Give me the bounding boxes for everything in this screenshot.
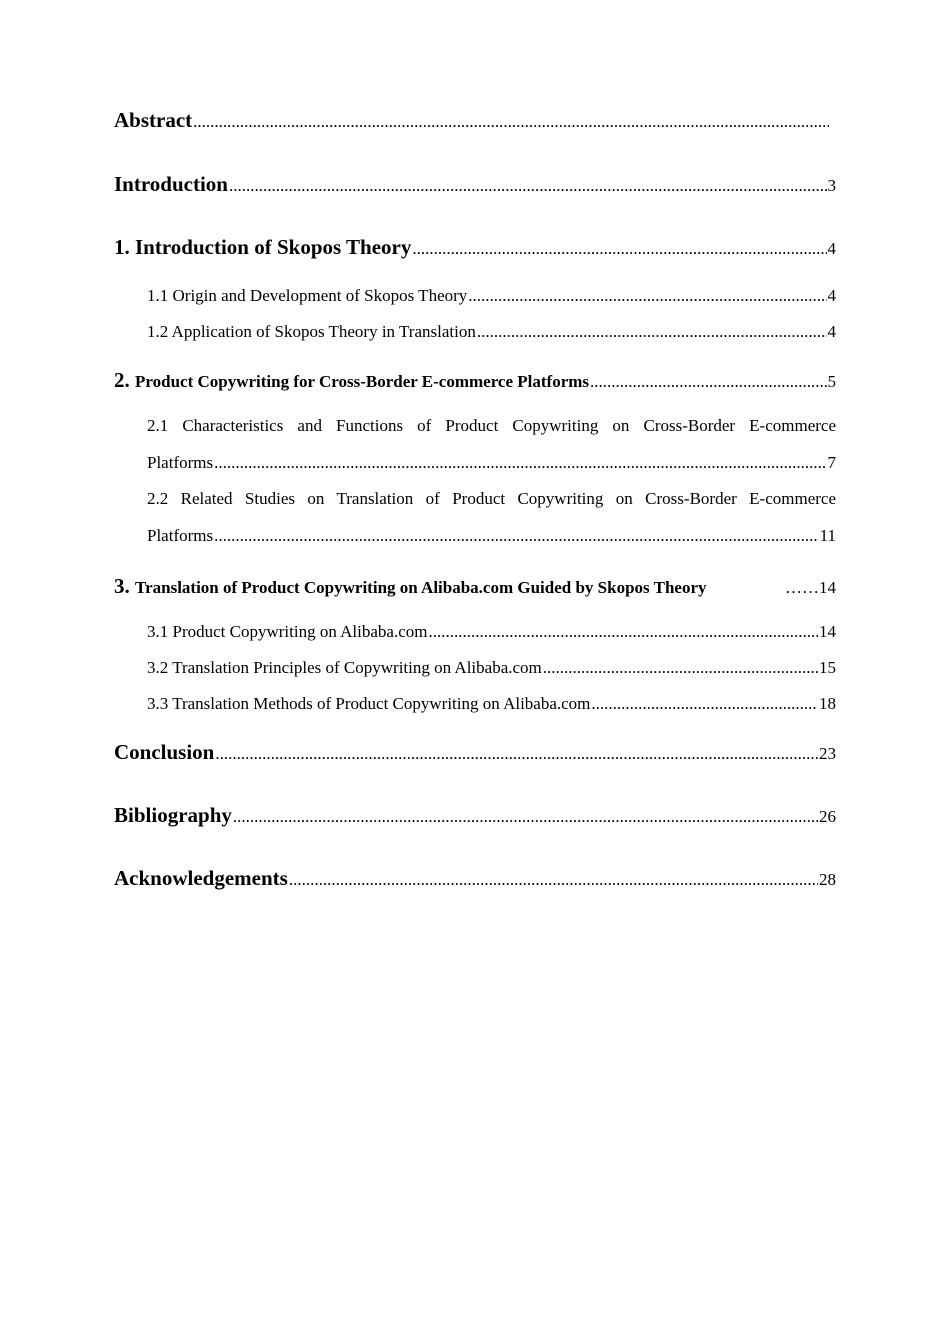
dot-leader — [428, 622, 818, 642]
toc-page-number: 15 — [819, 658, 836, 677]
toc-page-number: 7 — [827, 453, 836, 472]
dot-leader — [412, 239, 826, 259]
toc-page-number: 14 — [819, 622, 836, 641]
dot-leader — [289, 870, 818, 890]
chapter-title: Introduction of Skopos Theory — [135, 235, 412, 259]
toc-entry-section-1-2[interactable] — [114, 322, 836, 368]
dot-leader — [477, 322, 827, 342]
toc-page-number: 14 — [819, 578, 836, 597]
toc-title: Bibliography — [114, 803, 232, 827]
ellipsis-leader: …… — [785, 578, 819, 597]
toc-page-number: 3 — [827, 176, 836, 195]
chapter-number: 2. — [114, 368, 130, 392]
toc-title: Conclusion — [114, 740, 215, 764]
dot-leader — [591, 694, 818, 714]
toc-title-line-1: 2.2 Related Studies on Translation of Product Copywriting on Cross-Border E-commerce — [147, 489, 836, 508]
toc-page-number: 4 — [827, 286, 836, 305]
toc-title: Abstract — [114, 108, 193, 132]
dot-leader — [214, 526, 819, 546]
toc-page-number: 4 — [827, 322, 836, 341]
dot-leader — [215, 744, 818, 764]
toc-title-line-1: 2.1 Characteristics and Functions of Product Copywriting on Cross-Border E-commerce — [147, 416, 836, 435]
dot-leader — [214, 453, 826, 473]
toc-title: 3.3 Translation Methods of Product Copywriting on Alibaba.com — [147, 694, 591, 713]
dot-leader — [193, 112, 829, 132]
toc-title: Acknowledgements — [114, 866, 288, 890]
dot-leader — [233, 807, 818, 827]
dot-leader — [590, 372, 826, 392]
toc-entry-section-3-1[interactable] — [114, 622, 836, 658]
toc-title — [114, 574, 707, 599]
toc-entry-section-2-2[interactable] — [114, 489, 836, 562]
toc-page-number: 28 — [819, 870, 836, 889]
toc-entry-abstract[interactable] — [114, 108, 836, 172]
chapter-title: Translation of Product Copywriting on Alibaba.com Guided by Skopos Theory — [135, 578, 707, 597]
toc-entry-chapter-2[interactable] — [114, 368, 836, 416]
toc-page-number: 5 — [827, 372, 836, 391]
toc-page-number: 26 — [819, 807, 836, 826]
toc-title-line-2: Platforms — [147, 453, 214, 472]
toc-title — [114, 235, 411, 260]
toc-entry-section-1-1[interactable] — [114, 286, 836, 322]
toc-entry-conclusion[interactable] — [114, 740, 836, 803]
dot-leader — [229, 176, 827, 196]
toc-title: 1.1 Origin and Development of Skopos Theory — [147, 286, 468, 305]
chapter-number: 3. — [114, 574, 130, 598]
toc-title-line-2: Platforms — [147, 526, 214, 545]
dot-leader — [543, 658, 818, 678]
chapter-number: 1. — [114, 235, 130, 259]
toc-page-number: 4 — [827, 239, 836, 258]
table-of-contents — [114, 108, 836, 929]
chapter-title: Product Copywriting for Cross-Border E-commerce Platforms — [135, 372, 590, 391]
toc-page-number: 11 — [819, 526, 836, 545]
toc-entry-introduction[interactable] — [114, 172, 836, 235]
toc-entry-section-3-2[interactable] — [114, 658, 836, 694]
toc-title: 3.1 Product Copywriting on Alibaba.com — [147, 622, 428, 641]
toc-entry-section-3-3[interactable] — [114, 694, 836, 740]
toc-title: Introduction — [114, 172, 228, 196]
toc-entry-bibliography[interactable] — [114, 803, 836, 866]
toc-title: 3.2 Translation Principles of Copywriting on Alibaba.com — [147, 658, 542, 677]
toc-page-number: 23 — [819, 744, 836, 763]
toc-title: 1.2 Application of Skopos Theory in Translation — [147, 322, 476, 341]
toc-entry-acknowledgements[interactable] — [114, 866, 836, 929]
toc-title — [114, 368, 589, 393]
toc-entry-chapter-3[interactable] — [114, 574, 836, 622]
toc-page-number: 18 — [819, 694, 836, 713]
toc-entry-section-2-1[interactable] — [114, 416, 836, 489]
dot-leader — [468, 286, 826, 306]
